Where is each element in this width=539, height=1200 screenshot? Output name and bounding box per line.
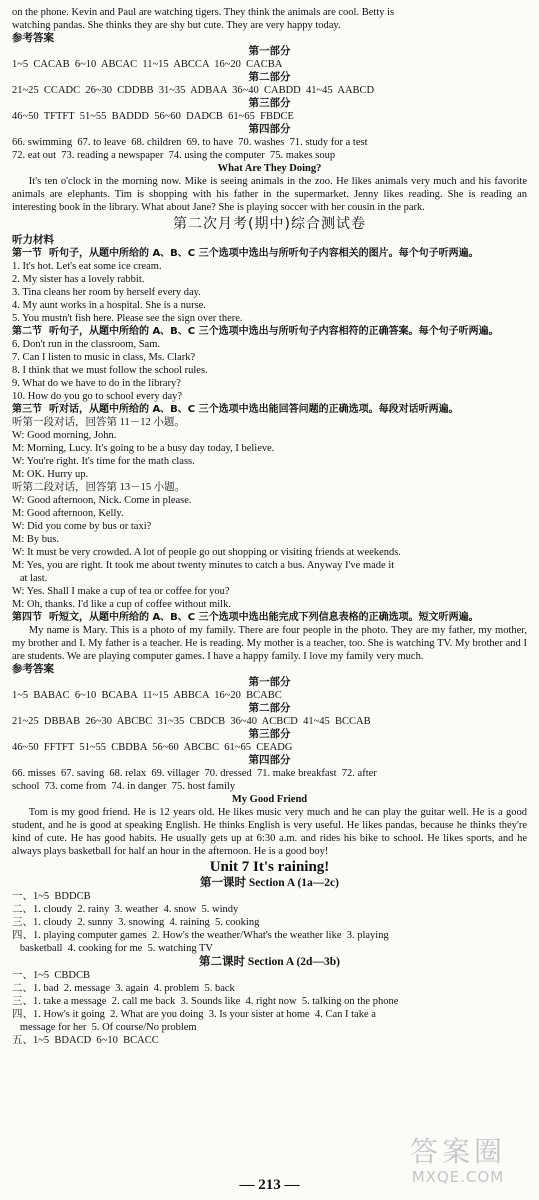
text-line: What Are They Doing? — [217, 163, 322, 174]
text-line: 5. You mustn't fish here. Please see the sign over there. — [12, 313, 243, 324]
page-content — [12, 6, 530, 1047]
text-line: 7. Can I listen to music in class, Ms. Clark? — [12, 352, 196, 363]
text-line: 46~50 FFTFT 51~55 CBDBA 56~60 ABCBC 61~65 CEADG — [12, 742, 293, 753]
text-line: 参考答案 — [12, 664, 54, 675]
text-line: M: Good afternoon, Kelly. — [12, 508, 124, 519]
text-line: 46~50 TFTFT 51~55 BADDD 56~60 DADCB 61~65 FBDCE — [12, 111, 294, 122]
text-line: 3. Tina cleans her room by herself every day. — [12, 287, 201, 298]
page-number: — 213 — — [239, 1177, 300, 1193]
text-line: M: OK. Hurry up. — [12, 469, 89, 480]
text-line: 二、1. bad 2. message 3. again 4. problem 5. back — [12, 983, 235, 994]
text-line: 听第一段对话，回答第 11－12 小题。 — [12, 417, 185, 428]
text-line: 66. swimming 67. to leave 68. children 69. to have 70. washes 71. study for a test — [12, 137, 368, 148]
text-line: 第二部分 — [248, 703, 291, 714]
text-line: W: You're right. It's time for the math class. — [12, 456, 195, 467]
text-line: 21~25 CCADC 26~30 CDDBB 31~35 ADBAA 36~40 CABDD 41~45 AABCD — [12, 85, 375, 96]
text-line: 4. My aunt works in a hospital. She is a nurse. — [12, 300, 206, 311]
text-line: 听力材料 — [12, 235, 54, 246]
text-line: 听第二段对话，回答第 13－15 小题。 — [12, 482, 186, 493]
text-line: M: Yes, you are right. It took me about twenty minutes to catch a bus. Anyway I've made it — [12, 560, 395, 571]
text-line: 第四部分 — [248, 755, 291, 766]
text-line: 四、1. How's it going 2. What are you doing 3. Is your sister at home 4. Can I take a — [12, 1009, 376, 1020]
text-line: 72. eat out 73. reading a newspaper 74. using the computer 75. makes soup — [12, 150, 336, 161]
text-line: 第一部分 — [248, 677, 291, 688]
text-line: 第二部分 — [248, 72, 291, 83]
text-line: M: Oh, thanks. I'd like a cup of coffee without milk. — [12, 599, 231, 610]
text-line: My name is Mary. This is a photo of my family. There are four people in the photo. They are my father, my mother, my brother and I. My father is a teacher. He is reading. My mother is a teacher, too. She is watching TV. My brother and I are students. We are playing computer games. I have a happy family. I love my family very much. — [12, 625, 530, 662]
text-line: on the phone. Kevin and Paul are watching tigers. They think the animals are cool. Betty is — [12, 7, 395, 18]
text-line: 1~5 BABAC 6~10 BCABA 11~15 ABBCA 16~20 BCABC — [12, 690, 282, 701]
text-line: at last. — [12, 573, 48, 584]
text-line: 第三部分 — [248, 98, 291, 109]
text-line: M: By bus. — [12, 534, 59, 545]
text-line: 9. What do we have to do in the library? — [12, 378, 181, 389]
text-line: M: Morning, Lucy. It's going to be a busy day today, I believe. — [12, 443, 275, 454]
text-line: 8. I think that we must follow the school rules. — [12, 365, 208, 376]
text-line: It's ten o'clock in the morning now. Mike is seeing animals in the zoo. He likes animals very much and his favorite animals are elephants. Tim is shopping with his father in the supermarket. Jenny likes reading. She is reading an interesting book in the library. What about Jane? She is playing soccer with her cousin in the park. — [12, 176, 530, 213]
text-line: 第二节 听句子，从题中所给的 A、B、C 三个选项中选出与所听句子内容相符的正确答案。每个句子听两遍。 — [12, 326, 499, 337]
text-line: 三、1. cloudy 2. sunny 3. snowing 4. raining 5. cooking — [12, 917, 260, 928]
text-line: 四、1. playing computer games 2. How's the weather/What's the weather like 3. playing — [12, 930, 389, 941]
text-line: Tom is my good friend. He is 12 years old. He likes music very much and he can play the guitar well. He is a good student, and he is good at speaking English. He thinks English is very useful. He likes pandas, because he thinks they're kind of cute. He has good habits. He usually gets up at 6:30 a.m. and rides his bike to school. He likes sports, and he always plays basketball for half an hour in the afternoon. He is a good boy! — [12, 807, 530, 857]
text-line: 6. Don't run in the classroom, Sam. — [12, 339, 160, 350]
text-line: 第三节 听对话，从题中所给的 A、B、C 三个选项中选出能回答问题的正确选项。每段对话听两遍。 — [12, 404, 459, 415]
text-line: 第一节 听句子，从题中所给的 A、B、C 三个选项中选出与所听句子内容相关的图片。每个句子听两遍。 — [12, 248, 479, 259]
text-line: watching pandas. She thinks they are shy but cute. They are very happy today. — [12, 20, 341, 31]
text-line: 一、1~5 BDDCB — [12, 891, 91, 902]
text-line: 第一课时 Section A (1a—2c) — [200, 877, 339, 889]
text-line: 第三部分 — [248, 729, 291, 740]
text-line: 一、1~5 CBDCB — [12, 970, 91, 981]
text-line: 三、1. take a message 2. call me back 3. Sounds like 4. right now 5. talking on the phone — [12, 996, 399, 1007]
text-line: 1~5 CACAB 6~10 ABCAC 11~15 ABCCA 16~20 CACBA — [12, 59, 283, 70]
text-line: 第二课时 Section A (2d—3b) — [199, 956, 340, 968]
text-line: W: Did you come by bus or taxi? — [12, 521, 152, 532]
text-line: 2. My sister has a lovely rabbit. — [12, 274, 145, 285]
text-line: W: It must be very crowded. A lot of people go out shopping or visiting friends at weekends. — [12, 547, 401, 558]
text-line: Unit 7 It's raining! — [209, 859, 330, 875]
watermark-url: MXQE.COM — [411, 1168, 505, 1186]
watermark-text: 答案圈 — [409, 1135, 506, 1168]
text-line: My Good Friend — [231, 794, 308, 805]
text-line: 10. How do you go to school every day? — [12, 391, 183, 402]
text-line: 二、1. cloudy 2. rainy 3. weather 4. snow 5. windy — [12, 904, 239, 915]
text-line: 第四节 听短文，从题中所给的 A、B、C 三个选项中选出能完成下列信息表格的正确选项。短文听两遍。 — [12, 612, 479, 623]
text-line: W: Yes. Shall I make a cup of tea or coffee for you? — [12, 586, 230, 597]
text-line: school 73. come from 74. in danger 75. host family — [12, 781, 236, 792]
text-line: 66. misses 67. saving 68. relax 69. villager 70. dressed 71. make breakfast 72. after — [12, 768, 377, 779]
text-line: 参考答案 — [12, 33, 54, 44]
text-line: 1. It's hot. Let's eat some ice cream. — [12, 261, 162, 272]
text-line: message for her 5. Of course/No problem — [12, 1022, 197, 1033]
watermark-logo — [383, 1136, 533, 1192]
text-line: 第四部分 — [248, 124, 291, 135]
text-line: W: Good morning, John. — [12, 430, 117, 441]
text-line: W: Good afternoon, Nick. Come in please. — [12, 495, 192, 506]
text-line: 第一部分 — [248, 46, 291, 57]
text-line: 21~25 DBBAB 26~30 ABCBC 31~35 CBDCB 36~40 ACBCD 41~45 BCCAB — [12, 716, 371, 727]
text-line: 第二次月考(期中)综合测试卷 — [173, 216, 366, 232]
text-line: 五、1~5 BDACD 6~10 BCACC — [12, 1035, 159, 1046]
text-line: basketball 4. cooking for me 5. watching TV — [12, 943, 214, 954]
